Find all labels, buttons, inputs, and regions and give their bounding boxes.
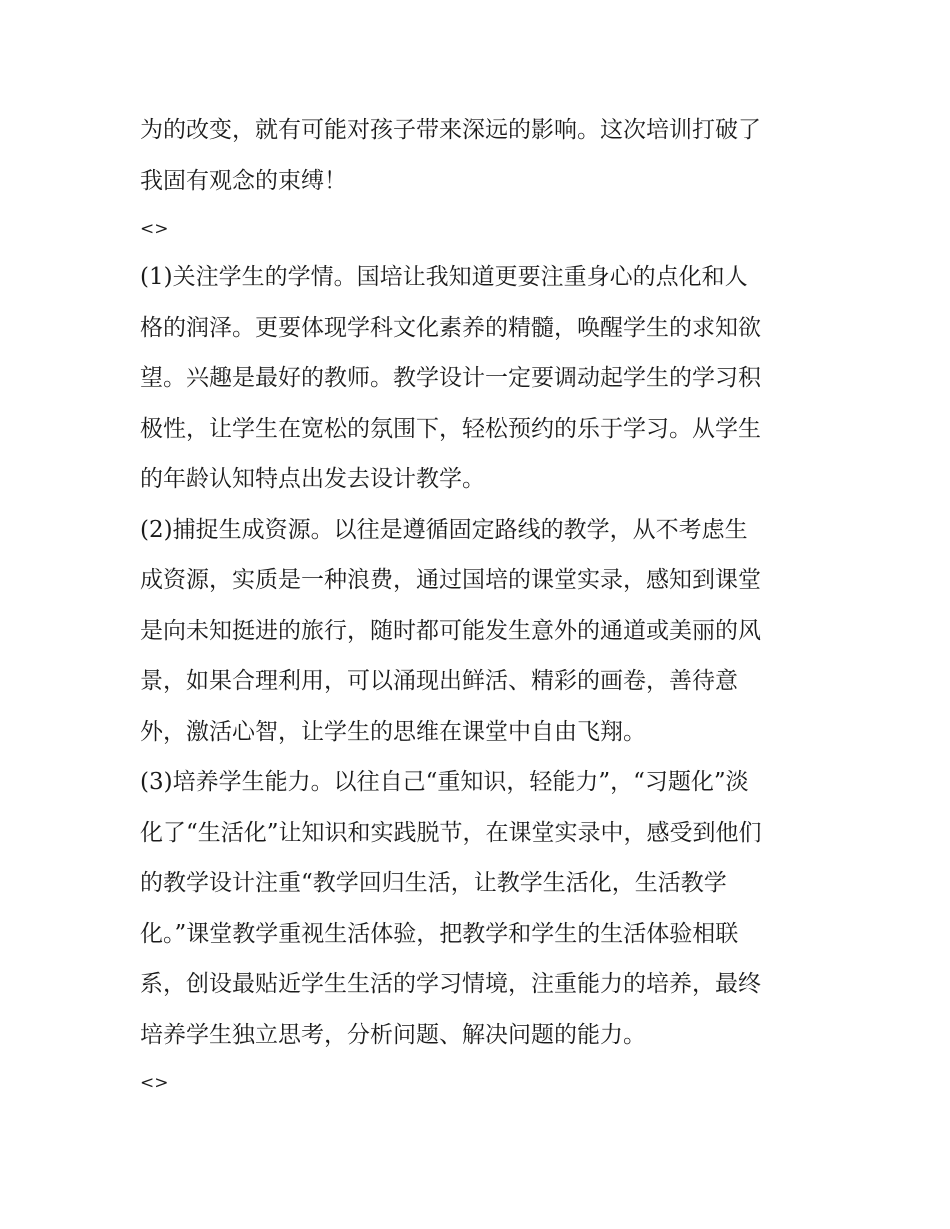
text-line: 外，激活心智，让学生的思维在课堂中自由飞翔。: [140, 718, 646, 745]
text-line: (3)培养学生能力。以往自己“重知识，轻能力”，“习题化”淡: [140, 769, 749, 795]
text-line: 的年龄认知特点出发去设计教学。: [140, 466, 485, 492]
text-line: 化了“生活化”让知识和实践脱节，在课堂实录中，感受到他们: [140, 819, 762, 846]
text-line: 培养学生独立思考，分析问题、解决问题的能力。: [140, 1021, 646, 1048]
section-marker: <>: [140, 219, 169, 239]
body-text: [140, 105, 820, 1106]
text-line: 是向未知挺进的旅行，随时都可能发生意外的通道或美丽的风: [140, 617, 761, 644]
text-line: (1)关注学生的学情。国培让我知道更要注重身心的点化和人: [140, 264, 748, 290]
section-marker: <>: [140, 1073, 169, 1093]
text-line: 化。”课堂教学重视生活体验，把教学和学生的生活体验相联: [140, 920, 739, 947]
text-line: 的教学设计注重“教学回归生活，让教学生活化，生活教学: [140, 870, 727, 896]
text-line: 成资源，实质是一种浪费，通过国培的课堂实录，感知到课堂: [140, 567, 761, 593]
text-line: 望。兴趣是最好的教师。教学设计一定要调动起学生的学习积: [140, 365, 761, 391]
text-line: (2)捕捉生成资源。以往是遵循固定路线的教学，从不考虑生: [140, 516, 748, 543]
text-line: 我固有观念的束缚！: [140, 167, 347, 194]
text-line: 极性，让学生在宽松的氛围下，轻松预约的乐于学习。从学生: [140, 415, 761, 442]
text-line: 景，如果合理利用，可以涌现出鲜活、精彩的画卷，善待意: [140, 668, 738, 694]
text-line: 为的改变，就有可能对孩子带来深远的影响。这次培训打破了: [140, 117, 761, 143]
text-line: 系，创设最贴近学生生活的学习情境，注重能力的培养，最终: [140, 971, 761, 997]
text-line: 格的润泽。更要体现学科文化素养的精髓，唤醒学生的求知欲: [140, 314, 761, 341]
